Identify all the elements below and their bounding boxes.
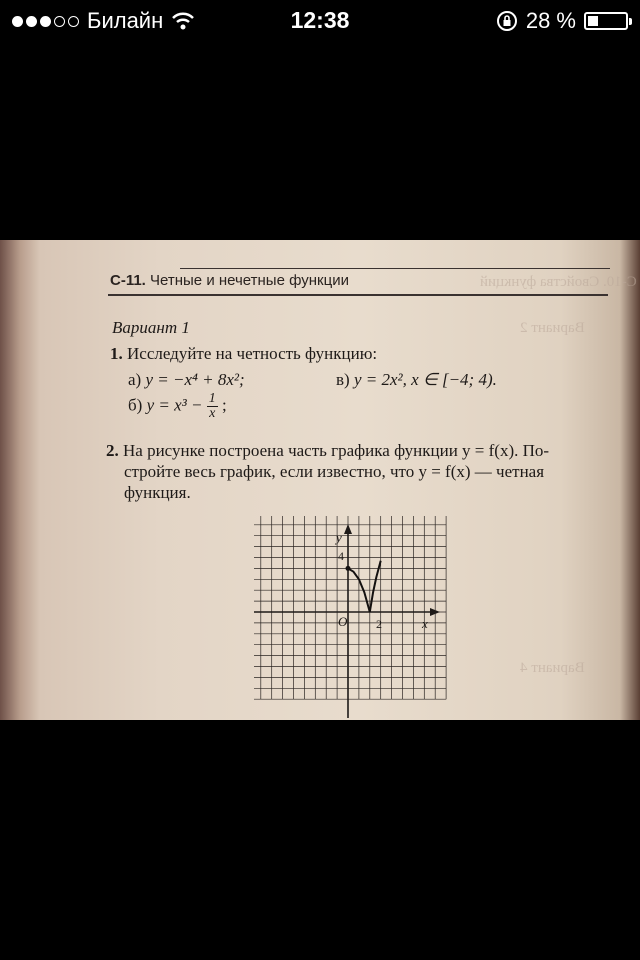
task1-b-expr: y = x³ − — [146, 395, 203, 415]
curve-start-point — [346, 566, 351, 571]
battery-percent: 28 % — [525, 8, 576, 33]
y-axis-label: y — [336, 530, 342, 545]
battery-icon — [584, 12, 628, 30]
task2-text-line3: функция. — [124, 483, 191, 502]
fraction-denominator: x — [209, 406, 216, 421]
status-bar — [0, 0, 640, 42]
bleed-through-text: Вариант 4 — [520, 660, 585, 676]
task2-text-line2: стройте весь график, если известно, что y = f(x) — четная — [124, 462, 545, 481]
y-tick-label: 4 — [338, 549, 344, 563]
carrier-name: Билайн — [87, 8, 164, 33]
task1-v-expr: y = 2x², x ∈ [−4; 4). — [353, 370, 497, 389]
bleed-through-text: Вариант 2 — [520, 320, 585, 336]
task1-a-label: а) — [128, 370, 142, 389]
task1-b-fraction — [207, 392, 218, 421]
status-right — [496, 8, 628, 34]
task1-item-a — [128, 370, 245, 390]
task1-heading — [110, 344, 377, 364]
origin-label: O — [338, 614, 348, 629]
task2-line1 — [106, 440, 616, 461]
task1-b-tail: ; — [221, 395, 227, 415]
status-time: 12:38 — [290, 7, 350, 33]
task2-number: 2. — [106, 441, 119, 460]
y-axis-arrow — [344, 524, 352, 534]
task2-text-line1: На рисунке построена часть графика функции y = f(x). По- — [123, 441, 550, 460]
textbook-photo — [0, 240, 640, 720]
textbook-page — [0, 240, 640, 720]
battery-level — [588, 16, 598, 26]
task1-item-b — [128, 392, 227, 421]
task1-a-expr: y = −x⁴ + 8x²; — [145, 370, 245, 389]
task1-v-label: в) — [336, 370, 350, 389]
bleed-through-text: С-10. Свойства функций — [480, 274, 637, 290]
fraction-numerator: 1 — [208, 391, 216, 406]
header-rule-top — [180, 268, 610, 269]
section-number: С-11. — [110, 272, 146, 289]
variant-heading: Вариант 1 — [112, 318, 190, 337]
x-tick-label: 2 — [376, 617, 382, 631]
task1-item-v — [336, 370, 497, 390]
section-title: Четные и нечетные функции — [150, 272, 349, 289]
section-header — [110, 272, 349, 289]
graph-grid — [254, 516, 446, 699]
rotation-lock-icon — [496, 10, 518, 32]
task2 — [106, 440, 616, 503]
header-rule — [108, 294, 608, 296]
task1-number: 1. — [110, 344, 123, 363]
task1-text: Исследуйте на четность функцию: — [127, 344, 378, 363]
function-graph — [254, 516, 452, 718]
task1-b-label: б) — [128, 395, 143, 415]
x-axis-label: x — [422, 616, 428, 631]
